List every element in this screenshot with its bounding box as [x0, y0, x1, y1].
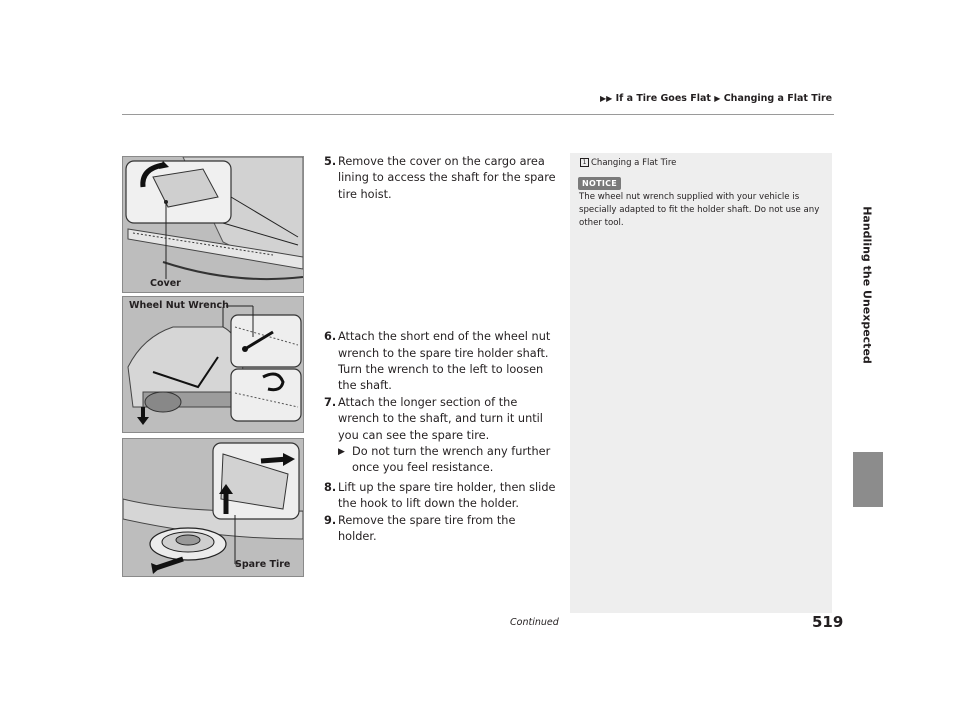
step-9-text: Remove the spare tire from the holder. [338, 513, 516, 544]
spare-tire-illustration [123, 439, 303, 576]
steps-list [324, 154, 556, 546]
note-body: The wheel nut wrench supplied with your vehicle is specially adapted to fit the holder shaft. Do not use any other tool. [579, 192, 820, 229]
figure-spare-tire [122, 438, 304, 577]
continued-label: Continued [510, 617, 559, 628]
step-9: 9. Remove the spare tire from the holder. [324, 513, 516, 544]
reference-icon: 1 [580, 158, 589, 167]
step-6: 6. Attach the short end of the wheel nut wrench to the spare tire holder shaft. Turn the wrench to the left to loosen the shaft. [324, 330, 551, 393]
step-6-text: Attach the short end of the wheel nut wrench to the spare tire holder shaft. Turn the wrench to the left to loosen the shaft. [338, 330, 551, 393]
side-tab [852, 135, 882, 435]
step-7: 7. Attach the longer section of the wrench to the shaft, and turn it until you can see the spare tire. [324, 395, 543, 442]
step-5-text: Remove the cover on the cargo area lining to access the shaft for the spare tire hoist. [338, 155, 556, 201]
breadcrumb [600, 93, 832, 104]
wrench-illustration [123, 297, 303, 432]
page-number: 519 [812, 613, 844, 631]
note-panel [570, 153, 832, 613]
figure-wrench [122, 296, 304, 433]
cargo-cover-illustration [123, 157, 303, 292]
figure-cover [122, 156, 304, 293]
note-title: 1 Changing a Flat Tire [580, 158, 676, 168]
step-8-text: Lift up the spare tire holder, then slide the hook to lift down the holder. [338, 480, 556, 511]
breadcrumb-section: If a Tire Goes Flat [615, 93, 711, 104]
arrow-icon: ▶ [714, 94, 721, 103]
step-7-text: Attach the longer section of the wrench to the shaft, and turn it until you can see the spare tire. [338, 395, 543, 442]
side-tab-label: Handling the Unexpected [860, 206, 874, 364]
arrow-icon: ▶ [338, 447, 345, 458]
cover-callout: Cover [150, 278, 181, 289]
step-8: 8. Lift up the spare tire holder, then slide the hook to lift down the holder. [324, 480, 556, 511]
step-7-note [324, 444, 556, 477]
spare-tire-callout: Spare Tire [235, 559, 291, 570]
step-7-note-text: Do not turn the wrench any further once you feel resistance. [352, 445, 551, 475]
side-tab-marker [853, 452, 883, 507]
notice-badge: NOTICE [578, 177, 621, 190]
double-arrow-icon: ▶▶ [600, 94, 613, 103]
wrench-callout: Wheel Nut Wrench [129, 300, 229, 311]
header-divider [122, 114, 834, 115]
step-5: 5. Remove the cover on the cargo area lining to access the shaft for the spare tire hoist. [324, 155, 556, 201]
breadcrumb-page: Changing a Flat Tire [723, 93, 833, 104]
